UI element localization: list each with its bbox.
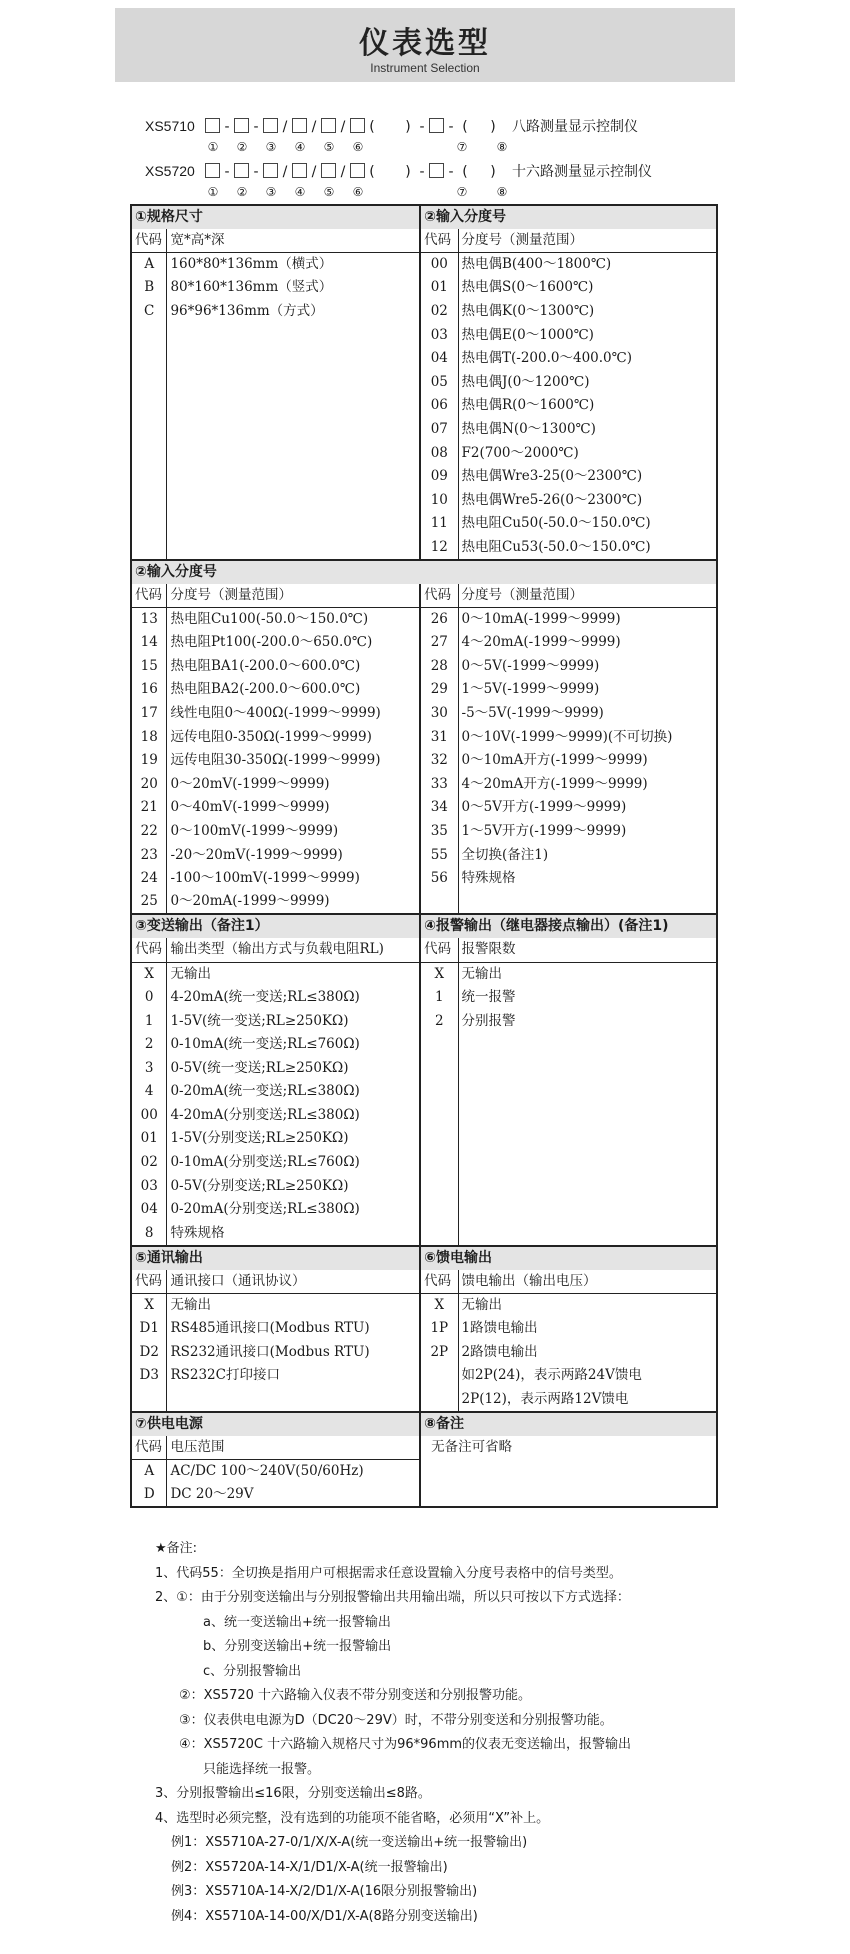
code-box [429, 163, 444, 178]
row-value: 热电偶B(400～1800℃) [458, 253, 717, 277]
row-value: 热电偶J(0～1200℃) [458, 371, 717, 395]
row-value [167, 465, 420, 489]
row-value: 热电阻Cu100(-50.0～150.0℃) [167, 607, 420, 631]
row-code: 07 [420, 418, 458, 442]
col-header-code: 代码 [131, 229, 167, 253]
row-value: 无输出 [458, 962, 717, 986]
row-value: 80*160*136mm（竖式） [167, 276, 420, 300]
table-row [131, 441, 717, 465]
row-code [131, 536, 167, 560]
row-value: -5～5V(-1999～9999) [458, 702, 717, 726]
row-code: 08 [420, 441, 458, 465]
row-value: 统一报警 [458, 986, 717, 1010]
row-code: 1 [144, 1012, 154, 1029]
row-code: 3 [144, 1059, 154, 1076]
table-row [131, 394, 717, 418]
row-code: A [144, 1462, 155, 1479]
row-code [420, 1198, 458, 1222]
code-box [263, 118, 278, 133]
row-code: 03 [420, 323, 458, 347]
section-title-input: ②输入分度号 [420, 205, 717, 229]
row-code [131, 441, 167, 465]
table-row [131, 418, 717, 442]
code-box [321, 163, 336, 178]
row-value: 0～100mV(-1999～9999) [167, 820, 420, 844]
row-value: 1～5V开方(-1999～9999) [458, 820, 717, 844]
table-row [131, 1151, 717, 1175]
col-header-code: 代码 [131, 1270, 167, 1294]
row-value: 0-20mA(分别变送;RL≤380Ω) [167, 1198, 420, 1222]
remark-text: 无备注可省略 [420, 1436, 717, 1507]
code-box [205, 118, 220, 133]
row-value [458, 1127, 717, 1151]
code-box [292, 118, 307, 133]
row-value: 0～5V开方(-1999～9999) [458, 796, 717, 820]
row-code: 1P [420, 1317, 458, 1341]
row-value: 无输出 [458, 1293, 717, 1317]
row-value: DC 20～29V [167, 1483, 420, 1507]
row-code: 03 [140, 1177, 158, 1194]
section-header-row [131, 1412, 717, 1436]
row-code: 21 [140, 799, 158, 816]
table-row [131, 796, 717, 820]
row-value: 热电阻BA1(-200.0～600.0℃) [167, 655, 420, 679]
section-title-size: ①规格尺寸 [131, 205, 420, 229]
row-value: 0-10mA(统一变送;RL≤760Ω) [167, 1033, 420, 1057]
row-code: 31 [420, 725, 458, 749]
col-header-code: 代码 [420, 229, 458, 253]
col-header-code: 代码 [420, 1270, 458, 1294]
section-title-feed: ⑥馈电输出 [420, 1246, 717, 1270]
row-value: 特殊规格 [167, 1222, 420, 1246]
table-row [131, 631, 717, 655]
selection-table [130, 204, 718, 1508]
row-value: 0～10mA开方(-1999～9999) [458, 749, 717, 773]
section-header-row [131, 560, 717, 584]
col-header-range: 分度号（测量范围） [458, 584, 717, 608]
note-item: 3、分别报警输出≤16限，分别变送输出≤8路。 [155, 1786, 431, 1801]
table-row [131, 300, 717, 324]
col-header-code: 代码 [131, 938, 167, 962]
note-item: 1、代码55：全切换是指用户可根据需求任意设置输入分度号表格中的信号类型。 [155, 1565, 622, 1581]
row-value: 0-5V(分别变送;RL≥250KΩ) [167, 1174, 420, 1198]
row-code: X [420, 962, 458, 986]
row-code: 09 [420, 465, 458, 489]
table-row [131, 465, 717, 489]
row-value: 0～10mA(-1999～9999) [458, 607, 717, 631]
row-value: 全切换(备注1) [458, 843, 717, 867]
row-value: 热电阻BA2(-200.0～600.0℃) [167, 678, 420, 702]
code-box [350, 118, 365, 133]
row-code: 19 [140, 752, 158, 769]
row-code [420, 1364, 458, 1388]
row-value: 4-20mA(分别变送;RL≤380Ω) [167, 1104, 420, 1128]
section-header-row [131, 205, 717, 229]
table-row [131, 1033, 717, 1057]
column-header-row [131, 584, 717, 608]
code-box [429, 118, 444, 133]
table-row [131, 1293, 717, 1317]
row-value: 2P(12)，表示两路12V馈电 [458, 1388, 717, 1412]
code-box [350, 163, 365, 178]
row-value: 4～20mA开方(-1999～9999) [458, 772, 717, 796]
row-code: 1 [420, 986, 458, 1010]
row-code: B [144, 279, 155, 296]
col-header-code: 代码 [131, 1436, 167, 1460]
row-value [167, 323, 420, 347]
note-subitem: 只能选择统一报警。 [203, 1761, 321, 1777]
table-row [131, 1174, 717, 1198]
row-code [420, 1127, 458, 1151]
note-subitem: a、统一变送输出+统一报警输出 [203, 1614, 391, 1630]
row-value [167, 489, 420, 513]
row-code: 02 [420, 300, 458, 324]
row-value [458, 1056, 717, 1080]
model-code-row-1: XS5710 - - / / / ( ) - - ( ) 八路测量显示控制仪 ① ② ③ ④ ⑤ ⑥ ⑦ ⑧ [145, 113, 745, 159]
row-code [131, 371, 167, 395]
row-value: 0～20mA(-1999～9999) [167, 890, 420, 914]
row-code [131, 1388, 167, 1412]
model-name: XS5720 [145, 163, 195, 179]
row-value: 无输出 [167, 962, 420, 986]
row-code: 18 [140, 728, 158, 745]
row-code: 4 [144, 1083, 154, 1100]
example-item: 例3：XS5710A-14-X/2/D1/X-A(16限分别报警输出) [171, 1884, 478, 1899]
row-value: 热电偶K(0～1300℃) [458, 300, 717, 324]
table-row [131, 655, 717, 679]
model-code-row-2: XS5720 - - / / / ( ) - - ( ) 十六路测量显示控制仪 ① ② ③ ④ ⑤ ⑥ ⑦ ⑧ [145, 158, 745, 204]
row-code: 32 [420, 749, 458, 773]
model-name: XS5710 [145, 118, 195, 134]
section-title-input-2: ②输入分度号 [131, 560, 717, 584]
row-value: 热电偶R(0～1600℃) [458, 394, 717, 418]
row-code: D [143, 1485, 155, 1502]
column-header-row [131, 1270, 717, 1294]
row-code: 00 [140, 1106, 158, 1123]
row-code [420, 1388, 458, 1412]
example-item: 例1：XS5710A-27-0/1/X/X-A(统一变送输出+统一报警输出) [171, 1835, 528, 1850]
row-value: 0-5V(统一变送;RL≥250KΩ) [167, 1056, 420, 1080]
row-code: 10 [420, 489, 458, 513]
row-code: 11 [420, 512, 458, 536]
table-row [131, 962, 717, 986]
row-code: D1 [139, 1320, 159, 1337]
table-row [131, 276, 717, 300]
row-code [131, 489, 167, 513]
row-code [420, 1056, 458, 1080]
table-row [131, 512, 717, 536]
row-value: AC/DC 100～240V(50/60Hz) [167, 1459, 420, 1483]
row-code: 35 [420, 820, 458, 844]
row-value: 热电偶Wre5-26(0～2300℃) [458, 489, 717, 513]
note-subitem: c、分别报警输出 [203, 1663, 302, 1679]
row-value [458, 1198, 717, 1222]
table-row [131, 253, 717, 277]
note-subitem: ③：仪表供电电源为D（DC20～29V）时，不带分别变送和分别报警功能。 [179, 1712, 613, 1728]
row-value: 1-5V(统一变送;RL≥250KΩ) [167, 1009, 420, 1033]
table-row [131, 1009, 717, 1033]
row-value [458, 890, 717, 914]
row-value [167, 512, 420, 536]
row-code: 02 [140, 1154, 158, 1171]
row-value: 0-10mA(分别变送;RL≤760Ω) [167, 1151, 420, 1175]
row-value [167, 536, 420, 560]
col-header-feed: 馈电输出（输出电压） [458, 1270, 717, 1294]
row-code: 26 [420, 607, 458, 631]
row-code: 06 [420, 394, 458, 418]
row-value: 热电偶N(0～1300℃) [458, 418, 717, 442]
table-row [131, 986, 717, 1010]
table-row [131, 1198, 717, 1222]
row-value: 远传电阻0-350Ω(-1999～9999) [167, 725, 420, 749]
row-value: -20～20mV(-1999～9999) [167, 843, 420, 867]
row-code: 25 [140, 893, 158, 910]
model-description: 八路测量显示控制仪 [512, 119, 638, 135]
section-title-remark: ⑧备注 [420, 1412, 717, 1436]
row-code: 20 [140, 775, 158, 792]
section-title-transmit: ③变送输出（备注1） [131, 914, 420, 938]
row-code: 55 [420, 843, 458, 867]
row-code: 04 [140, 1201, 158, 1218]
row-code: 34 [420, 796, 458, 820]
row-code: 00 [420, 253, 458, 277]
row-code: 27 [420, 631, 458, 655]
row-code: 01 [420, 276, 458, 300]
row-code: 24 [140, 870, 158, 887]
section-header-row [131, 914, 717, 938]
row-value [167, 347, 420, 371]
row-value: F2(700～2000℃) [458, 441, 717, 465]
row-value: -100～100mV(-1999～9999) [167, 867, 420, 891]
code-box [321, 118, 336, 133]
row-value: 热电偶T(-200.0～400.0℃) [458, 347, 717, 371]
row-code [420, 1033, 458, 1057]
row-value: 热电阻Pt100(-200.0～650.0℃) [167, 631, 420, 655]
col-header-code: 代码 [420, 938, 458, 962]
row-value [167, 1388, 420, 1412]
row-code: D3 [139, 1367, 159, 1384]
row-value: RS232C打印接口 [167, 1364, 420, 1388]
row-value [458, 1174, 717, 1198]
row-code: X [144, 965, 155, 982]
table-row [131, 772, 717, 796]
row-code [420, 1222, 458, 1246]
row-value: 特殊规格 [458, 867, 717, 891]
note-subitem: b、分别变送输出+统一报警输出 [203, 1639, 392, 1654]
page-title: 仪表选型 [359, 26, 491, 61]
table-row [131, 749, 717, 773]
row-code: 28 [420, 655, 458, 679]
row-code: 15 [140, 657, 158, 674]
row-code: D2 [139, 1343, 159, 1360]
row-code: 05 [420, 371, 458, 395]
code-box [205, 163, 220, 178]
row-value [458, 1080, 717, 1104]
row-code [131, 323, 167, 347]
note-subitem: ②：XS5720 十六路输入仪表不带分别变送和分别报警功能。 [179, 1688, 532, 1703]
row-code: 04 [420, 347, 458, 371]
column-header-row [131, 229, 717, 253]
col-header-size: 宽*高*深 [167, 229, 420, 253]
row-value: 4～20mA(-1999～9999) [458, 631, 717, 655]
section-title-comm: ⑤通讯输出 [131, 1246, 420, 1270]
row-value: 热电阻Cu50(-50.0～150.0℃) [458, 512, 717, 536]
row-code: 17 [140, 704, 158, 721]
row-value: RS232通讯接口(Modbus RTU) [167, 1340, 420, 1364]
row-value: 热电偶Wre3-25(0～2300℃) [458, 465, 717, 489]
table-row [131, 1388, 717, 1412]
row-value: 160*80*136mm（横式） [167, 253, 420, 277]
table-row [131, 890, 717, 914]
row-code [420, 890, 458, 914]
row-code [131, 347, 167, 371]
row-value [458, 1222, 717, 1246]
row-code: 12 [420, 536, 458, 560]
row-code: 13 [140, 610, 158, 627]
model-description: 十六路测量显示控制仪 [512, 164, 652, 180]
section-header-row [131, 1246, 717, 1270]
row-value: 线性电阻0～400Ω(-1999～9999) [167, 702, 420, 726]
table-row [131, 607, 717, 631]
code-box [234, 163, 249, 178]
row-value: 热电偶S(0～1600℃) [458, 276, 717, 300]
notes-title: ★备注: [155, 1541, 198, 1556]
row-code: 16 [140, 681, 158, 698]
page-subtitle: Instrument Selection [370, 61, 480, 75]
row-value: 0～10V(-1999～9999)(不可切换) [458, 725, 717, 749]
example-item: 例2：XS5720A-14-X/1/D1/X-A(统一报警输出) [171, 1859, 448, 1875]
code-box [234, 118, 249, 133]
col-header-range: 分度号（测量范围） [458, 229, 717, 253]
row-code [131, 418, 167, 442]
row-value [458, 1104, 717, 1128]
col-header-code: 代码 [420, 584, 458, 608]
title-banner [115, 8, 735, 82]
row-value: 热电偶E(0～1000℃) [458, 323, 717, 347]
row-code: X [144, 1296, 155, 1313]
table-row [131, 1080, 717, 1104]
row-code: 33 [420, 772, 458, 796]
row-value [458, 1033, 717, 1057]
row-code: 56 [420, 867, 458, 891]
row-code [131, 394, 167, 418]
table-row [131, 725, 717, 749]
table-row [131, 1317, 717, 1341]
table-row [131, 371, 717, 395]
row-code: 0 [144, 988, 154, 1005]
table-row [131, 1340, 717, 1364]
row-code [131, 465, 167, 489]
table-row [131, 678, 717, 702]
table-row [131, 820, 717, 844]
table-row [131, 1104, 717, 1128]
row-value [458, 1151, 717, 1175]
row-value: 无输出 [167, 1293, 420, 1317]
col-header-power: 电压范围 [167, 1436, 420, 1460]
row-code: 14 [140, 634, 158, 651]
row-code: 2 [420, 1009, 458, 1033]
col-header-transmit: 输出类型（输出方式与负载电阻RL) [167, 938, 420, 962]
row-value: RS485通讯接口(Modbus RTU) [167, 1317, 420, 1341]
row-code: C [144, 303, 155, 320]
row-value: 分别报警 [458, 1009, 717, 1033]
table-row [131, 1364, 717, 1388]
notes-section [155, 1537, 715, 1929]
row-code: 01 [140, 1130, 158, 1147]
row-value: 0～20mV(-1999～9999) [167, 772, 420, 796]
table-row [131, 1056, 717, 1080]
row-code: 29 [420, 678, 458, 702]
note-item: 4、选型时必须完整，没有选到的功能项不能省略，必须用“X”补上。 [155, 1810, 550, 1826]
column-header-row [131, 938, 717, 962]
row-value [167, 371, 420, 395]
code-box [292, 163, 307, 178]
row-code [420, 1104, 458, 1128]
row-value [167, 418, 420, 442]
row-code [131, 512, 167, 536]
table-row [131, 323, 717, 347]
row-value: 2路馈电输出 [458, 1340, 717, 1364]
row-value: 96*96*136mm（方式） [167, 300, 420, 324]
row-code: A [144, 256, 155, 273]
table-row [131, 843, 717, 867]
row-code [420, 1151, 458, 1175]
row-value: 0-20mA(统一变送;RL≤380Ω) [167, 1080, 420, 1104]
note-subitem: ④：XS5720C 十六路输入规格尺寸为96*96mm的仪表无变送输出，报警输出 [179, 1737, 632, 1752]
row-code: 8 [144, 1224, 154, 1241]
col-header-code: 代码 [131, 584, 167, 608]
row-value: 1～5V(-1999～9999) [458, 678, 717, 702]
col-header-alarm: 报警限数 [458, 938, 717, 962]
table-row [131, 867, 717, 891]
section-title-power: ⑦供电电源 [131, 1412, 420, 1436]
row-value: 如2P(24)，表示两路24V馈电 [458, 1364, 717, 1388]
row-value: 0～5V(-1999～9999) [458, 655, 717, 679]
table-row [131, 536, 717, 560]
code-box [263, 163, 278, 178]
row-code: 2P [420, 1340, 458, 1364]
row-value [167, 394, 420, 418]
row-code: 30 [420, 702, 458, 726]
col-header-comm: 通讯接口（通讯协议） [167, 1270, 420, 1294]
row-code: 2 [144, 1036, 154, 1053]
row-code: 22 [140, 822, 158, 839]
row-value: 远传电阻30-350Ω(-1999～9999) [167, 749, 420, 773]
row-code [420, 1080, 458, 1104]
row-value: 热电阻Cu53(-50.0～150.0℃) [458, 536, 717, 560]
table-row [131, 1222, 717, 1246]
row-value: 1路馈电输出 [458, 1317, 717, 1341]
note-item: 2、①：由于分别变送输出与分别报警输出共用输出端，所以只可按以下方式选择： [155, 1590, 630, 1605]
table-row [131, 347, 717, 371]
table-row [131, 1127, 717, 1151]
table-row [131, 702, 717, 726]
row-value [167, 441, 420, 465]
table-row [131, 489, 717, 513]
col-header-range: 分度号（测量范围） [167, 584, 420, 608]
row-value: 4-20mA(统一变送;RL≤380Ω) [167, 986, 420, 1010]
row-value: 0～40mV(-1999～9999) [167, 796, 420, 820]
row-code: 23 [140, 846, 158, 863]
row-code [420, 1174, 458, 1198]
row-code: X [420, 1293, 458, 1317]
section-title-alarm: ④报警输出（继电器接点输出）(备注1) [420, 914, 717, 938]
column-header-row [131, 1436, 717, 1460]
example-item: 例4：XS5710A-14-00/X/D1/X-A(8路分别变送输出) [171, 1908, 478, 1924]
row-value: 1-5V(分别变送;RL≥250KΩ) [167, 1127, 420, 1151]
